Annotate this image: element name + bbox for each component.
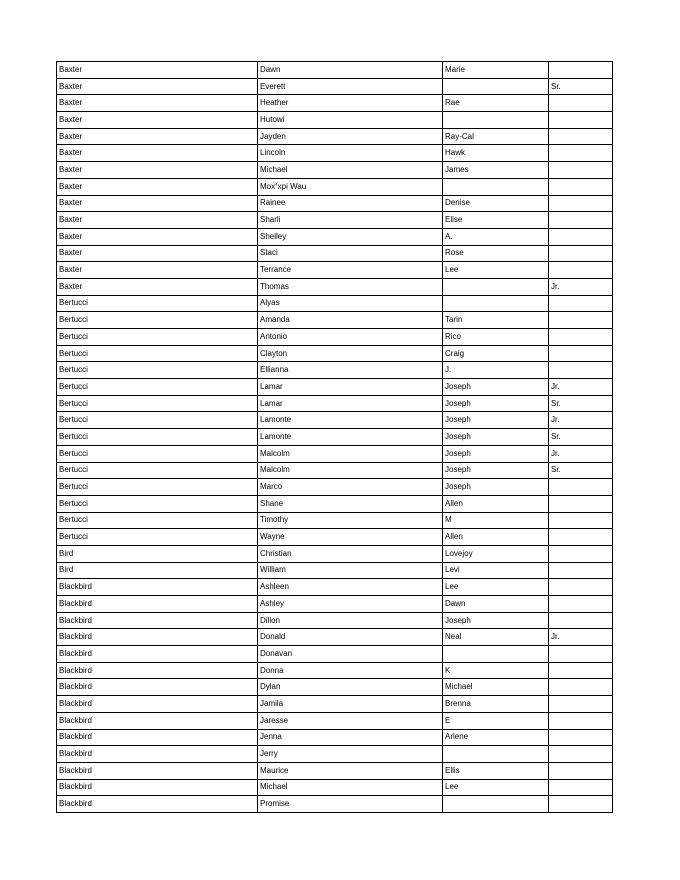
table-row (57, 95, 613, 112)
middle-name-cell: Joseph (443, 429, 549, 446)
last-name-cell: Blackbird (57, 662, 258, 679)
roster-body (57, 62, 613, 813)
last-name-cell: Baxter (57, 278, 258, 295)
middle-name-cell: Allen (443, 495, 549, 512)
table-row (57, 362, 613, 379)
first-name-cell: Jayden (258, 128, 443, 145)
middle-name-cell (443, 78, 549, 95)
last-name-cell: Blackbird (57, 679, 258, 696)
first-name-cell: Sharli (258, 212, 443, 229)
suffix-cell (549, 679, 613, 696)
first-name-cell: Donavan (258, 646, 443, 663)
suffix-cell (549, 512, 613, 529)
first-name-cell: Jerry (258, 746, 443, 763)
first-name-cell: Staci (258, 245, 443, 262)
first-name-cell: Jenna (258, 729, 443, 746)
suffix-cell: Sr. (549, 78, 613, 95)
suffix-cell (549, 779, 613, 796)
suffix-cell: Jr. (549, 379, 613, 396)
suffix-cell (549, 162, 613, 179)
table-row (57, 462, 613, 479)
table-row (57, 62, 613, 79)
last-name-cell: Bertucci (57, 395, 258, 412)
middle-name-cell: Lee (443, 579, 549, 596)
first-name-cell: Clayton (258, 345, 443, 362)
last-name-cell: Blackbird (57, 746, 258, 763)
first-name-cell: Ashley (258, 596, 443, 613)
suffix-cell (549, 262, 613, 279)
first-name-cell: Shelley (258, 228, 443, 245)
suffix-cell (549, 612, 613, 629)
table-row (57, 379, 613, 396)
middle-name-cell: Joseph (443, 379, 549, 396)
middle-name-cell: E (443, 712, 549, 729)
last-name-cell: Bertucci (57, 412, 258, 429)
table-row (57, 712, 613, 729)
first-name-cell: Donald (258, 629, 443, 646)
name-roster-table (56, 61, 613, 813)
last-name-cell: Baxter (57, 212, 258, 229)
table-row (57, 629, 613, 646)
first-name-cell: Wayne (258, 529, 443, 546)
middle-name-cell: Ray-Cal (443, 128, 549, 145)
last-name-cell: Baxter (57, 95, 258, 112)
last-name-cell: Blackbird (57, 712, 258, 729)
first-name-cell: Dylan (258, 679, 443, 696)
middle-name-cell: Lee (443, 262, 549, 279)
table-row (57, 145, 613, 162)
suffix-cell (549, 596, 613, 613)
last-name-cell: Blackbird (57, 646, 258, 663)
first-name-part: xpi Wau (277, 181, 307, 191)
suffix-cell: Sr. (549, 395, 613, 412)
table-row (57, 295, 613, 312)
table-row (57, 178, 613, 195)
suffix-cell (549, 329, 613, 346)
table-row (57, 329, 613, 346)
last-name-cell: Baxter (57, 245, 258, 262)
suffix-cell (549, 62, 613, 79)
table-row (57, 228, 613, 245)
first-name-cell: Shane (258, 495, 443, 512)
table-row (57, 445, 613, 462)
suffix-cell: Jr. (549, 445, 613, 462)
last-name-cell: Bertucci (57, 429, 258, 446)
table-row (57, 662, 613, 679)
first-name-cell: Malcolm (258, 462, 443, 479)
first-name-cell: Thomas (258, 278, 443, 295)
last-name-cell: Baxter (57, 145, 258, 162)
first-name-cell: Hutowi (258, 112, 443, 129)
last-name-cell: Baxter (57, 178, 258, 195)
suffix-cell (549, 112, 613, 129)
middle-name-cell: Levi (443, 562, 549, 579)
middle-name-cell: Marie (443, 62, 549, 79)
middle-name-cell: Denise (443, 195, 549, 212)
last-name-cell: Blackbird (57, 629, 258, 646)
middle-name-cell: Neal (443, 629, 549, 646)
suffix-cell: Jr. (549, 278, 613, 295)
table-row (57, 162, 613, 179)
first-name-cell: Dillon (258, 612, 443, 629)
first-name-cell: Promise (258, 796, 443, 813)
table-row (57, 746, 613, 763)
first-name-cell: Malcolm (258, 445, 443, 462)
first-name-cell: Maurice (258, 762, 443, 779)
suffix-cell (549, 479, 613, 496)
middle-name-cell: Arlene (443, 729, 549, 746)
suffix-cell (549, 495, 613, 512)
first-name-cell: Terrance (258, 262, 443, 279)
first-name-cell: Jamila (258, 696, 443, 713)
first-name-cell: Christian (258, 545, 443, 562)
table-row (57, 262, 613, 279)
table-row (57, 779, 613, 796)
last-name-cell: Baxter (57, 162, 258, 179)
table-row (57, 596, 613, 613)
middle-name-cell (443, 796, 549, 813)
last-name-cell: Baxter (57, 128, 258, 145)
table-row (57, 412, 613, 429)
suffix-cell (549, 362, 613, 379)
table-row (57, 245, 613, 262)
middle-name-cell: Joseph (443, 462, 549, 479)
last-name-cell: Bertucci (57, 529, 258, 546)
first-name-cell: Timothy (258, 512, 443, 529)
last-name-cell: Baxter (57, 112, 258, 129)
middle-name-cell: Joseph (443, 395, 549, 412)
table-row (57, 112, 613, 129)
suffix-cell: Sr. (549, 429, 613, 446)
first-name-part: Mox (260, 181, 276, 191)
first-name-cell: Lamonte (258, 412, 443, 429)
table-row (57, 696, 613, 713)
middle-name-cell: A. (443, 228, 549, 245)
suffix-cell (549, 746, 613, 763)
suffix-cell (549, 345, 613, 362)
suffix-cell (549, 562, 613, 579)
last-name-cell: Blackbird (57, 696, 258, 713)
last-name-cell: Bertucci (57, 512, 258, 529)
suffix-cell (549, 178, 613, 195)
table-row (57, 479, 613, 496)
first-name-cell: Antonio (258, 329, 443, 346)
middle-name-cell: Craig (443, 345, 549, 362)
table-row (57, 512, 613, 529)
suffix-cell (549, 228, 613, 245)
middle-name-cell: Rose (443, 245, 549, 262)
last-name-cell: Blackbird (57, 729, 258, 746)
last-name-cell: Bertucci (57, 379, 258, 396)
first-name-cell: Michael (258, 779, 443, 796)
last-name-cell: Baxter (57, 62, 258, 79)
first-name-cell: Ashleen (258, 579, 443, 596)
first-name-cell: Lincoln (258, 145, 443, 162)
middle-name-cell: Hawk (443, 145, 549, 162)
first-name-cell: Lamonte (258, 429, 443, 446)
first-name-cell: Everett (258, 78, 443, 95)
suffix-cell (549, 95, 613, 112)
first-name-cell: Donna (258, 662, 443, 679)
table-row (57, 128, 613, 145)
middle-name-cell: Brenna (443, 696, 549, 713)
middle-name-cell (443, 295, 549, 312)
table-row (57, 545, 613, 562)
middle-name-cell: Dawn (443, 596, 549, 613)
table-row (57, 562, 613, 579)
table-row (57, 495, 613, 512)
last-name-cell: Bertucci (57, 462, 258, 479)
suffix-cell: Jr. (549, 629, 613, 646)
last-name-cell: Baxter (57, 195, 258, 212)
middle-name-cell: J. (443, 362, 549, 379)
suffix-cell (549, 729, 613, 746)
first-name-cell: William (258, 562, 443, 579)
first-name-cell: Michael (258, 162, 443, 179)
table-row (57, 345, 613, 362)
last-name-cell: Baxter (57, 262, 258, 279)
last-name-cell: Baxter (57, 78, 258, 95)
table-row (57, 796, 613, 813)
suffix-cell (549, 646, 613, 663)
first-name-cell: Jaresse (258, 712, 443, 729)
middle-name-cell (443, 112, 549, 129)
last-name-cell: Bertucci (57, 312, 258, 329)
middle-name-cell: Michael (443, 679, 549, 696)
table-row (57, 312, 613, 329)
middle-name-cell: Tarin (443, 312, 549, 329)
last-name-cell: Bertucci (57, 295, 258, 312)
middle-name-cell: Rico (443, 329, 549, 346)
first-name-cell: Lamar (258, 379, 443, 396)
middle-name-cell: Rae (443, 95, 549, 112)
middle-name-cell (443, 746, 549, 763)
first-name-cell: Rainee (258, 195, 443, 212)
first-name-cell (258, 178, 443, 195)
middle-name-cell: James (443, 162, 549, 179)
first-name-cell: Amanda (258, 312, 443, 329)
middle-name-cell: Elise (443, 212, 549, 229)
first-name-cell: Alyas (258, 295, 443, 312)
suffix-cell: Sr. (549, 462, 613, 479)
table-row (57, 646, 613, 663)
table-row (57, 278, 613, 295)
table-row (57, 729, 613, 746)
last-name-cell: Blackbird (57, 596, 258, 613)
middle-name-cell: Ellis (443, 762, 549, 779)
middle-name-cell (443, 178, 549, 195)
middle-name-cell: Allen (443, 529, 549, 546)
first-name-superscript: x (275, 181, 278, 187)
last-name-cell: Bertucci (57, 479, 258, 496)
table-row (57, 762, 613, 779)
last-name-cell: Bird (57, 545, 258, 562)
last-name-cell: Baxter (57, 228, 258, 245)
middle-name-cell (443, 278, 549, 295)
last-name-cell: Bertucci (57, 345, 258, 362)
suffix-cell (549, 128, 613, 145)
suffix-cell (549, 212, 613, 229)
last-name-cell: Bertucci (57, 495, 258, 512)
table-row (57, 579, 613, 596)
suffix-cell (549, 312, 613, 329)
table-row (57, 679, 613, 696)
middle-name-cell (443, 646, 549, 663)
suffix-cell (549, 545, 613, 562)
first-name-cell: Lamar (258, 395, 443, 412)
table-row (57, 395, 613, 412)
suffix-cell (549, 712, 613, 729)
suffix-cell (549, 145, 613, 162)
suffix-cell (549, 796, 613, 813)
table-row (57, 195, 613, 212)
last-name-cell: Blackbird (57, 796, 258, 813)
last-name-cell: Bertucci (57, 362, 258, 379)
middle-name-cell: K (443, 662, 549, 679)
last-name-cell: Bertucci (57, 329, 258, 346)
last-name-cell: Blackbird (57, 779, 258, 796)
last-name-cell: Bertucci (57, 445, 258, 462)
table-row (57, 612, 613, 629)
last-name-cell: Bird (57, 562, 258, 579)
last-name-cell: Blackbird (57, 762, 258, 779)
suffix-cell (549, 245, 613, 262)
middle-name-cell: Lee (443, 779, 549, 796)
table-row (57, 212, 613, 229)
table-row (57, 78, 613, 95)
first-name-cell: Dawn (258, 62, 443, 79)
table-row (57, 529, 613, 546)
suffix-cell (549, 195, 613, 212)
suffix-cell (549, 579, 613, 596)
middle-name-cell: Lovejoy (443, 545, 549, 562)
first-name-cell: Ellianna (258, 362, 443, 379)
first-name-cell: Heather (258, 95, 443, 112)
suffix-cell (549, 295, 613, 312)
last-name-cell: Blackbird (57, 579, 258, 596)
suffix-cell: Jr. (549, 412, 613, 429)
suffix-cell (549, 662, 613, 679)
suffix-cell (549, 762, 613, 779)
middle-name-cell: Joseph (443, 612, 549, 629)
suffix-cell (549, 696, 613, 713)
middle-name-cell: Joseph (443, 445, 549, 462)
middle-name-cell: M (443, 512, 549, 529)
first-name-cell: Marco (258, 479, 443, 496)
middle-name-cell: Joseph (443, 479, 549, 496)
last-name-cell: Blackbird (57, 612, 258, 629)
table-row (57, 429, 613, 446)
middle-name-cell: Joseph (443, 412, 549, 429)
suffix-cell (549, 529, 613, 546)
